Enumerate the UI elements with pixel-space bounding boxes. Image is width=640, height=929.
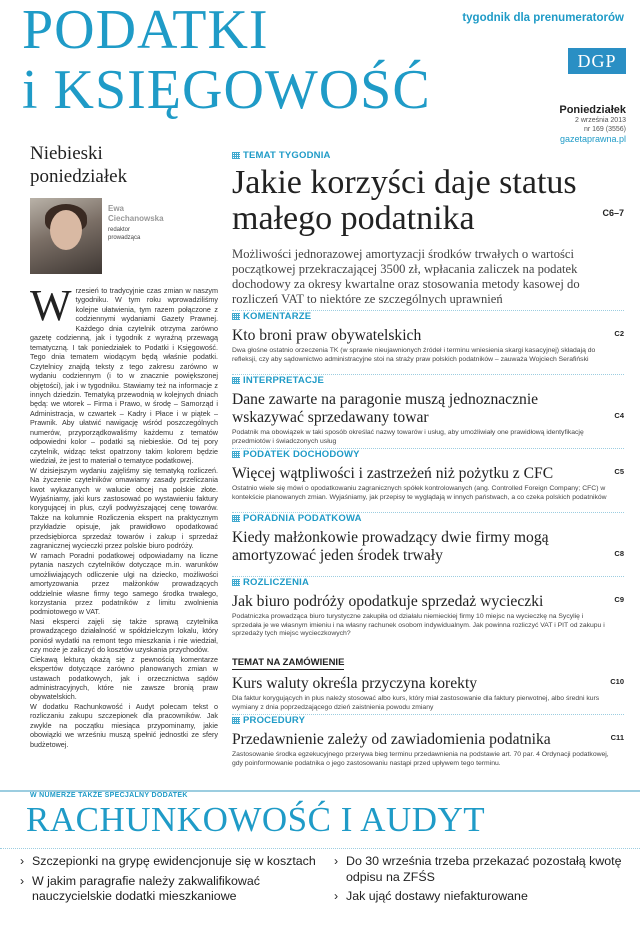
supplement-label: W NUMERZE TAKŻE SPECJALNY DODATEK [30, 792, 188, 799]
article-headline[interactable]: Przedawnienie zależy od zawiadomienia podatnika C11 [232, 731, 624, 748]
article-headline[interactable]: Kto broni praw obywatelskich C2 [232, 327, 624, 344]
page-reference: C9 [614, 595, 624, 604]
article-summary: Dwa głośne ostatnio orzeczenia TK (w sprawie nieujawnionych źródeł i terminu wniesienia skargi kasacyjnej) składają do refleksji, czy aby sądownictwo administracyjne stoi na straży praw polskich podatników – zauważa Wojciech Serafiński [232, 347, 596, 363]
supplement-item[interactable]: › Do 30 września trzeba przekazać pozostałą kwotę odpisu na ZFŚS [334, 854, 634, 885]
article-headline[interactable]: Kiedy małżonkowie prowadzący dwie firmy mogą amortyzować jeden środek trwały C8 [232, 529, 624, 564]
editorial-paragraph: Wrzesień to tradycyjnie czas zmian w naszym tygodniku. W tym roku wprowadziliśmy kolejne ułatwienia, tym razem połączone z codziennymi wydaniami Gazety Prawnej. Każdego dnia czytelnik otrzyma zarówno gazetę codzienną, jak i tygodnik z wyraźną przewagą tematyczną. I tak poniedziałek to Podatki i Księgowość. Tego dnia tematem wiodącym będą właśnie podatki. Czytelnicy znajdą teksty z tego zakresu zarówno w wydaniu codziennym (i to w znacznie powiększonej objętości), jak i w tygodniku. Stawiamy też na informacje z innych dziedzin. Tematyką przewodnią w kolejnych dniach będą: we wtorek – Firma i Prawo, w środę – Samorząd i Administracja, w czwartek – Kadry i Płace i w piątek – Prawnik. Aby ułatwić nawigację wśród poszczególnych numerów, przyporządkowaliśmy każdemu z tematów odpowiedni kolor – podatki są niebieskie. Od tej pory czytelnik, widząc tekst opatrzony takim kolorem będzie wiedział, że jest to materiał o tematyce podatkowej. [30, 286, 218, 466]
editorial-text [30, 286, 218, 834]
article [232, 448, 624, 502]
section-label: ROZLICZENIA [232, 577, 624, 588]
article-summary: Zastosowanie środka egzekucyjnego przerywa bieg terminu przedawnienia na podstawie art. 70 par. 4 Ordynacji podatkowej, gdy poinformowanie podatnika o jego zastosowaniu nastąpi przed upływem tego terminu. [232, 751, 609, 767]
supplement-item[interactable]: › Szczepionki na grypę ewidencjonuje się w kosztach [20, 854, 330, 870]
supplement-item[interactable]: › Jak ująć dostawy niefakturowane [334, 889, 634, 905]
masthead-title-line1: PODATKI [22, 0, 269, 61]
section-grid-icon [232, 515, 240, 522]
page-reference: C4 [614, 411, 624, 420]
section-label: KOMENTARZE [232, 311, 624, 322]
page-reference: C5 [614, 467, 624, 476]
supplement-item[interactable]: › W jakim paragrafie należy zakwalifikować nauczycielskie dodatki mieszkaniowe [20, 874, 330, 905]
page-reference: C2 [614, 329, 624, 338]
article [232, 576, 624, 639]
column-title: Niebieski poniedziałek [30, 143, 128, 187]
section-label: PROCEDURY [232, 715, 624, 726]
section-grid-icon [232, 579, 240, 586]
issue-number: nr 169 (3556) [583, 126, 626, 133]
section-label: TEMAT TYGODNIA [232, 150, 624, 161]
section-grid-icon [232, 451, 240, 458]
issue-date: 2 września 2013 [575, 117, 626, 124]
article-summary: Ostatnio wiele się mówi o opodatkowaniu zagranicznych spółek kontrolowanych (ang. Controlled Foreign Company; CFC) w kontekście planowanych zmian. Wyjaśniamy, jak przepisy te wyglądają w innych państwach, a co czeka polskich podatników [232, 485, 607, 501]
author-name: Ewa Ciechanowska [108, 204, 164, 223]
section-grid-icon [232, 377, 240, 384]
editorial-paragraph: Ciekawą lekturą okażą się z pewnością komentarze ekspertów dotyczące zarówno planowanych zmian w ustawach podatkowych, jak i orzecznictwa sądów administracyjnych, które nie zawsze bronią praw obywatelskich. [30, 654, 218, 702]
article [232, 650, 624, 712]
topic-headline[interactable]: Jakie korzyści daje status małego podatnika C6–7 [232, 164, 624, 237]
editorial-paragraph: W dzisiejszym wydaniu zajęliśmy się tematyką rozliczeń. Na życzenie czytelników omawiamy zasady przeliczania kwot wykazanych w walucie obcej na polskie złote. Wyjaśniamy, jaki kurs zastosować po wystawieniu faktury korygującej in plus, czyli podwyższającej cenę towarów. Także na kolumnie Rozliczenia ekspert na praktycznym przykładzie opisuje, jak prawidłowo opodatkować przedsiębiorca sprzedaż towarów i zakup i sprzedaż zagranicznej wycieczki przez polskie biuro podróży. [30, 465, 218, 551]
issue-date-block [559, 104, 626, 144]
article-headline[interactable]: Kurs waluty określa przyczyna korekty C10 [232, 675, 624, 692]
dgp-logo: DGP [568, 48, 626, 74]
section-grid-icon [232, 717, 240, 724]
page-reference: C6–7 [602, 208, 624, 218]
page-reference: C8 [614, 549, 624, 558]
topic-of-week [232, 150, 624, 307]
article-summary: Podatnik ma obowiązek w taki sposób określać nazwy towarów i usług, aby umożliwiały one prawidłową identyfikację przedmiotów i świadczonych usług [232, 429, 584, 445]
editorial-paragraph: W ramach Poradni podatkowej odpowiadamy na liczne pytania naszych czytelników dotyczące m.in. warunków umożliwiających odliczenie ulgi na dziecko, możliwości amortyzowania przez małżonków prowadzących oddzielnie własne firmy tego samego środka trwałego, korzystania przez podatników z limitu zwolnienia podmiotowego w VAT. [30, 550, 218, 617]
section-label: PORADNIA PODATKOWA [232, 513, 624, 524]
topic-lead: Możliwości jednorazowej amortyzacji środków trwałych o wartości początkowej przekraczającej 3500 zł, wpłacania zaliczek na podatek dochodowy za okresy kwartalne oraz stosowania metody kasowej do rozliczeń VAT to niektóre ze szczególnych uprawnień [232, 247, 580, 306]
article-summary: Podatniczka prowadząca biuro turystyczne zakupiła od działalu niemieckiej firmy 10 miejsc na wycieczkę na Sycylię i sprzedała je we własnym imieniu i na własny rachunek osobom indywidualnym. Jak powinna rozliczyć VAT i PIT od zakupu i sprzedaży tych miejsc wycieczkowych? [232, 613, 605, 638]
masthead-title-line2: i KSIĘGOWOŚĆ [22, 59, 431, 121]
editorial-column [30, 142, 218, 834]
article-headline[interactable]: Więcej wątpliwości i zastrzeżeń niż pożytku z CFC C5 [232, 465, 624, 482]
issue-day: Poniedziałek [559, 104, 626, 116]
site-link[interactable]: gazetaprawna.pl [559, 134, 626, 144]
page-reference: C11 [610, 733, 624, 742]
article [232, 512, 624, 565]
dropcap: W [30, 286, 72, 330]
section-grid-icon [232, 152, 240, 159]
editorial-paragraph: Nasi eksperci zajęli się także sprawą czytelnika prowadzącego działalność w spółdzielczym lokalu, który poniósł wydatki na remont tego mieszkania i nie wiedział, czy może je zaliczyć do kosztów uzyskania przychodów. [30, 616, 218, 655]
supplement-list-right [334, 854, 634, 909]
article-headline[interactable]: Dane zawarte na paragonie muszą jednoznacznie wskazywać sprzedawany towar C4 [232, 391, 624, 426]
supplement-list-left [20, 854, 330, 909]
article [232, 374, 624, 446]
section-label: TEMAT NA ZAMÓWIENIE [232, 657, 345, 668]
author-photo [30, 198, 102, 274]
editorial-paragraph: W dodatku Rachunkowość i Audyt polecam tekst o rozliczaniu zakupu szczepionek dla pracowników. Jak zwykle na początku miesiąca przypominamy, jakie obowiązki we wrześniu muszą spełnić jednostki ze sfery budżetowej. [30, 701, 218, 749]
author-box [30, 198, 218, 274]
article-summary: Dla faktur korygujących in plus należy stosować albo kurs, który miał zastosowanie dla faktury pierwotnej, albo średni kurs wymiany z dnia poprzedzającego dzień zaistnienia powodu zmiany [232, 695, 600, 711]
supplement-title: RACHUNKOWOŚĆ I AUDYT [26, 800, 486, 839]
author-role: redaktor prowadząca [108, 227, 141, 241]
section-label: INTERPRETACJE [232, 375, 624, 386]
article [232, 310, 624, 364]
supplement-rule [0, 848, 640, 849]
article-headline[interactable]: Jak biuro podróży opodatkuje sprzedaż wycieczki C9 [232, 593, 624, 610]
masthead-tagline: tygodnik dla prenumeratorów [462, 12, 624, 24]
page-reference: C10 [610, 677, 624, 686]
article [232, 714, 624, 768]
section-label: PODATEK DOCHODOWY [232, 449, 624, 460]
section-grid-icon [232, 313, 240, 320]
